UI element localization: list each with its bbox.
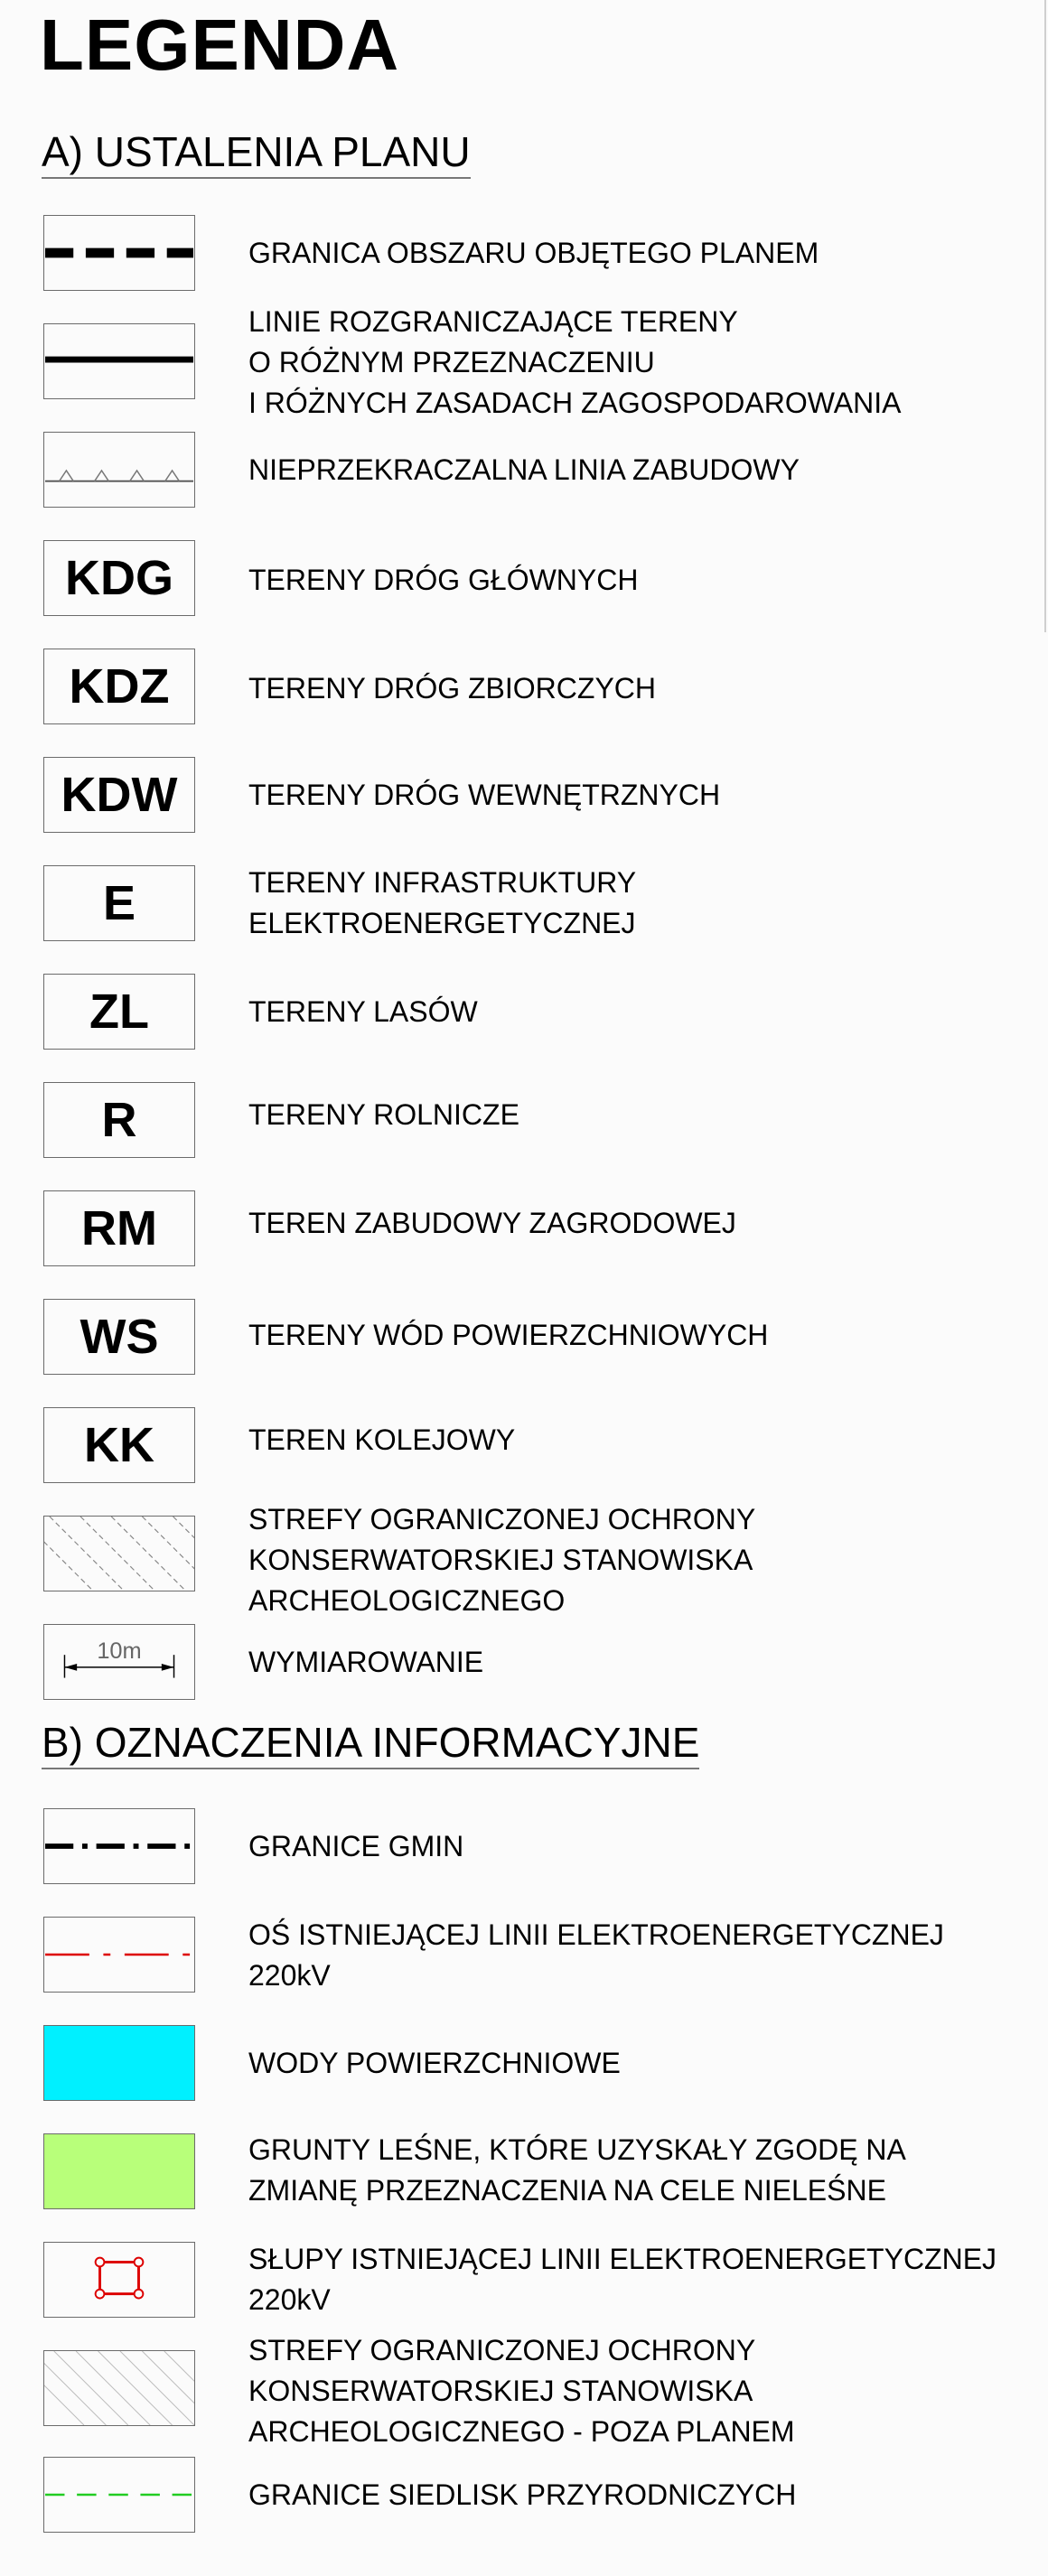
symbol-archaeological-zone-outside (43, 2350, 195, 2426)
symbol-kk: KK (43, 1407, 195, 1483)
legend-label-archaeological-zone-outside: STREFY OGRANICZONEJ OCHRONY KONSERWATORSKIEJ STANOWISKA ARCHEOLOGICZNEGO - POZA PLANEM (248, 2334, 795, 2448)
legend-label-zl: TERENY LASÓW (248, 995, 478, 1028)
legend-label-building-line: NIEPRZEKRACZALNA LINIA ZABUDOWY (248, 453, 800, 486)
legend-label-municipal-boundary: GRANICE GMIN (248, 1830, 464, 1862)
legend-label-kk: TEREN KOLEJOWY (248, 1423, 516, 1456)
legend-label-kdz: TERENY DRÓG ZBIORCZYCH (248, 672, 656, 705)
symbol-zl: ZL (43, 974, 195, 1050)
legend-label-habitat-boundary: GRANICE SIEDLISK PRZYRODNICZYCH (248, 2478, 797, 2511)
legend-label-r: TERENY ROLNICZE (248, 1098, 519, 1131)
symbol-kdw: KDW (43, 757, 195, 833)
symbol-rm: RM (43, 1190, 195, 1266)
legend-label-kdw: TERENY DRÓG WEWNĘTRZNYCH (248, 779, 721, 811)
legend-label-dimension: WYMIAROWANIE (248, 1646, 484, 1678)
legend-label-e: TERENY INFRASTRUKTURY ELEKTROENERGETYCZNEJ (248, 866, 637, 939)
legend-label-plan-boundary: GRANICA OBSZARU OBJĘTEGO PLANEM (248, 237, 819, 269)
section-b-heading: B) OZNACZENIA INFORMACYJNE (42, 1720, 699, 1769)
symbol-kdg: KDG (43, 540, 195, 616)
symbol-municipal-boundary (43, 1808, 195, 1884)
symbol-ws: WS (43, 1299, 195, 1375)
legend-label-archaeological-zone: STREFY OGRANICZONEJ OCHRONY KONSERWATORSKIEJ STANOWISKA ARCHEOLOGICZNEGO (248, 1503, 756, 1617)
svg-text:10m: 10m (97, 1638, 142, 1665)
page-title: LEGENDA (40, 5, 400, 85)
symbol-surface-waters (43, 2025, 195, 2101)
symbol-power-line-axis (43, 1917, 195, 1993)
symbol-e: E (43, 865, 195, 941)
symbol-archaeological-zone (43, 1516, 195, 1591)
legend-label-kdg: TERENY DRÓG GŁÓWNYCH (248, 564, 639, 596)
legend-label-ws: TERENY WÓD POWIERZCHNIOWYCH (248, 1319, 769, 1351)
symbol-kdz: KDZ (43, 649, 195, 724)
symbol-power-poles (43, 2242, 195, 2318)
symbol-building-line (43, 432, 195, 508)
legend-label-demarcation-line: LINIE ROZGRANICZAJĄCE TERENY O RÓŻNYM PRZEZNACZENIU I RÓŻNYCH ZASADACH ZAGOSPODAROWANIA (248, 305, 902, 419)
symbol-forest-land (43, 2133, 195, 2209)
symbol-demarcation-line (43, 323, 195, 399)
page-edge-line (1044, 0, 1046, 632)
symbol-dimension (43, 1624, 195, 1700)
symbol-r: R (43, 1082, 195, 1158)
legend-label-surface-waters: WODY POWIERZCHNIOWE (248, 2047, 621, 2079)
symbol-plan-boundary (43, 215, 195, 291)
legend-label-rm: TEREN ZABUDOWY ZAGRODOWEJ (248, 1207, 736, 1239)
legend-label-power-line-axis: OŚ ISTNIEJĄCEJ LINII ELEKTROENERGETYCZNEJ 220kV (248, 1918, 944, 1992)
legend-label-power-poles: SŁUPY ISTNIEJĄCEJ LINII ELEKTROENERGETYCZNEJ 220kV (248, 2243, 997, 2316)
legend-label-forest-land: GRUNTY LEŚNE, KTÓRE UZYSKAŁY ZGODĘ NA ZMIANĘ PRZEZNACZENIA NA CELE NIELEŚNE (248, 2133, 906, 2207)
symbol-habitat-boundary (43, 2457, 195, 2533)
section-a-heading: A) USTALENIA PLANU (42, 129, 471, 179)
